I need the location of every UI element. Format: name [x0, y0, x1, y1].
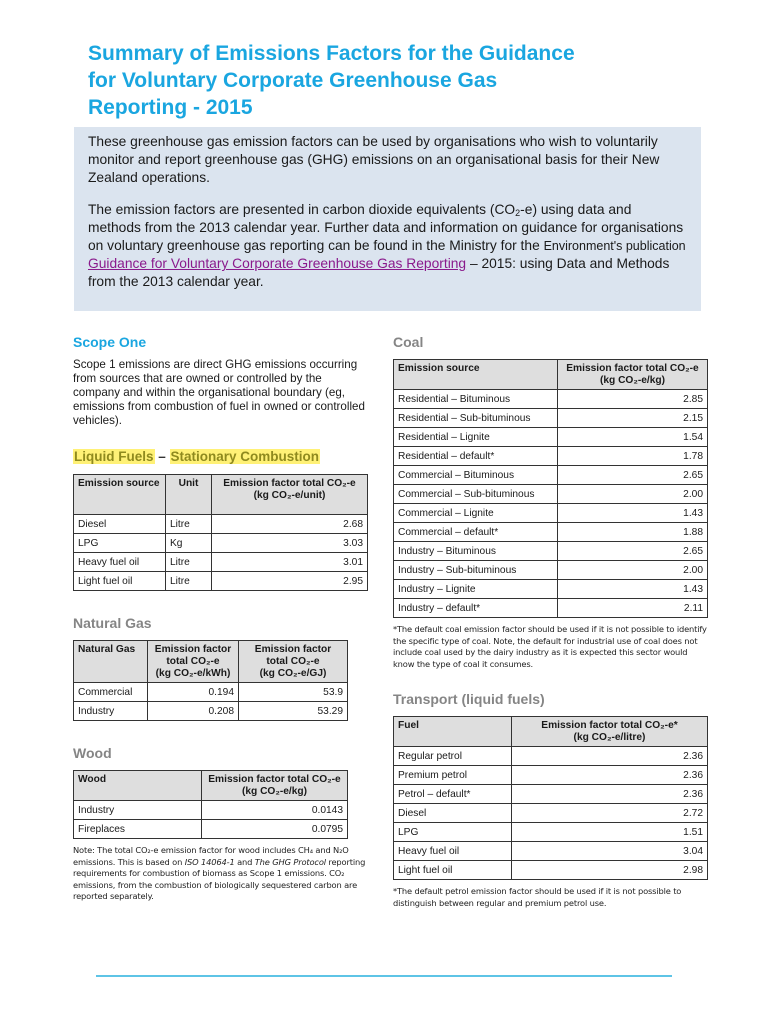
cell: Commercial – Sub-bituminous: [394, 485, 558, 504]
cell: Litre: [166, 553, 212, 572]
table-row: [394, 504, 708, 523]
column-header: Emission factor total CO₂-e (kg CO₂-e/unit): [212, 475, 368, 515]
cell: 2.36: [512, 766, 708, 785]
column-header: Emission factor total CO₂-e (kg CO₂-e/kg): [202, 771, 348, 801]
column-header: Wood: [74, 771, 202, 801]
table-row: [394, 804, 708, 823]
table-row: [394, 842, 708, 861]
cell: Commercial – Bituminous: [394, 466, 558, 485]
table-row: [394, 523, 708, 542]
cell: 2.11: [558, 599, 708, 618]
column-header: Unit: [166, 475, 212, 515]
cell: Petrol – default*: [394, 785, 512, 804]
page-title: [88, 40, 688, 121]
cell: Regular petrol: [394, 747, 512, 766]
column-header: Fuel: [394, 717, 512, 747]
cell: 2.72: [512, 804, 708, 823]
table-row: [394, 561, 708, 580]
cell: 53.29: [239, 702, 348, 721]
cell: 1.43: [558, 504, 708, 523]
table-row: [394, 485, 708, 504]
wood-heading: Wood: [73, 745, 112, 761]
cell: Diesel: [394, 804, 512, 823]
title-line-2: for Voluntary Corporate Greenhouse Gas: [88, 69, 498, 92]
cell: Premium petrol: [394, 766, 512, 785]
cell: Litre: [166, 572, 212, 591]
coal-heading: Coal: [393, 334, 424, 350]
right-column: [393, 333, 708, 909]
liquid-fuels-heading: [73, 448, 368, 466]
transport-note: *The default petrol emission factor should be used if it is not possible to distinguish between regular and premium petrol use.: [393, 886, 682, 908]
cell: LPG: [394, 823, 512, 842]
coal-note: *The default coal emission factor should be used if it is not possible to identify the specific type of coal. Note, the default for industrial use of coal does not include coal used by the dairy industry as it is expected this sector would know the type of coal it consumes.: [393, 624, 707, 669]
table-row: [74, 572, 368, 591]
column-header: Emission factor total CO₂-e (kg CO₂-e/kWh): [148, 641, 239, 683]
table-row: [74, 683, 348, 702]
cell: Residential – Lignite: [394, 428, 558, 447]
table-row: [74, 515, 368, 534]
intro-text: -e) using data and methods from the 2013 calendar year. Further data and information on guidance for organisations on voluntary greenhouse gas reporting can be found in the Ministry for the: [88, 202, 684, 253]
cell: 1.54: [558, 428, 708, 447]
cell: 0.0143: [202, 801, 348, 820]
separator: –: [154, 449, 170, 464]
cell: Light fuel oil: [394, 861, 512, 880]
table-row: [394, 428, 708, 447]
table-row: [394, 823, 708, 842]
scope-one-heading: Scope One: [73, 334, 147, 350]
cell: 2.15: [558, 409, 708, 428]
column-header: Natural Gas: [74, 641, 148, 683]
cell: 2.36: [512, 785, 708, 804]
column-header: Emission factor total CO₂-e* (kg CO₂-e/litre): [512, 717, 708, 747]
intro-text: The emission factors are presented in carbon dioxide equivalents (CO: [88, 202, 516, 217]
title-line-1: Summary of Emissions Factors for the Guidance: [88, 42, 575, 65]
cell: 53.9: [239, 683, 348, 702]
cell: 1.88: [558, 523, 708, 542]
intro-paragraph-1: These greenhouse gas emission factors can be used by organisations who wish to voluntarily monitor and report greenhouse gas (GHG) emissions on an organisational basis for their New Zealand operations.: [88, 134, 660, 185]
cell: 2.36: [512, 747, 708, 766]
cell: 2.98: [512, 861, 708, 880]
title-line-3: Reporting - 2015: [88, 96, 253, 119]
table-row: [74, 534, 368, 553]
transport-table: [393, 716, 708, 880]
table-row: [74, 801, 348, 820]
scope-one-description: Scope 1 emissions are direct GHG emissions occurring from sources that are owned or controlled by the company and within the organisational boundary (eg, emissions from combustion of fuel in owned or controlled vehicles).: [73, 358, 365, 427]
table-row: [394, 861, 708, 880]
cell: Residential – Sub-bituminous: [394, 409, 558, 428]
table-row: [394, 390, 708, 409]
cell: 0.0795: [202, 820, 348, 839]
cell: 3.03: [212, 534, 368, 553]
column-header: Emission source: [74, 475, 166, 515]
cell: Commercial: [74, 683, 148, 702]
cell: Commercial – Lignite: [394, 504, 558, 523]
cell: Diesel: [74, 515, 166, 534]
highlighted-text: Liquid Fuels: [74, 449, 154, 464]
table-row: [394, 466, 708, 485]
cell: 0.208: [148, 702, 239, 721]
cell: 1.43: [558, 580, 708, 599]
wood-note: Note: The total CO₂-e emission factor for wood includes CH₄ and N₂O emissions. This is based on ISO 14064-1 and The GHG Protocol reporting requirements for combustion of biomass as Scope 1 emissions. CO₂ emissions, from the combustion of biologically sequestered carbon are reported separately.: [73, 845, 366, 901]
table-row: [394, 580, 708, 599]
cell: LPG: [74, 534, 166, 553]
transport-heading: Transport (liquid fuels): [393, 691, 545, 707]
cell: 2.00: [558, 561, 708, 580]
intro-text: Environment's publication: [543, 239, 686, 253]
cell: 0.194: [148, 683, 239, 702]
table-row: [394, 447, 708, 466]
guidance-link[interactable]: Guidance for Voluntary Corporate Greenhouse Gas Reporting: [88, 256, 467, 271]
table-row: [394, 747, 708, 766]
liquid-fuels-table: [73, 474, 368, 591]
cell: Industry – default*: [394, 599, 558, 618]
cell: 2.95: [212, 572, 368, 591]
cell: 1.51: [512, 823, 708, 842]
intro-text: – 2015: using Data and Methods from the 2013 calendar year.: [88, 256, 670, 289]
cell: 2.65: [558, 542, 708, 561]
natural-gas-heading: Natural Gas: [73, 615, 152, 631]
coal-table: [393, 359, 708, 618]
table-row: [394, 409, 708, 428]
natural-gas-table: [73, 640, 348, 721]
footer-rule: [96, 975, 672, 977]
subscript: 2: [515, 208, 521, 218]
cell: Industry: [74, 801, 202, 820]
wood-table: [73, 770, 348, 839]
intro-paragraph-2: [88, 201, 687, 291]
table-row: [394, 599, 708, 618]
cell: Residential – default*: [394, 447, 558, 466]
cell: Industry: [74, 702, 148, 721]
intro-box: [74, 127, 701, 311]
cell: Heavy fuel oil: [394, 842, 512, 861]
cell: 2.68: [212, 515, 368, 534]
cell: 2.00: [558, 485, 708, 504]
table-row: [74, 702, 348, 721]
cell: 2.65: [558, 466, 708, 485]
cell: Industry – Bituminous: [394, 542, 558, 561]
cell: Light fuel oil: [74, 572, 166, 591]
table-row: [394, 785, 708, 804]
cell: Kg: [166, 534, 212, 553]
table-row: [394, 542, 708, 561]
cell: Commercial – default*: [394, 523, 558, 542]
left-column: [73, 333, 368, 903]
column-header: Emission factor total CO₂-e (kg CO₂-e/kg): [558, 360, 708, 390]
cell: 3.04: [512, 842, 708, 861]
cell: 3.01: [212, 553, 368, 572]
table-row: [74, 820, 348, 839]
table-row: [74, 553, 368, 572]
cell: Residential – Bituminous: [394, 390, 558, 409]
cell: Heavy fuel oil: [74, 553, 166, 572]
table-row: [394, 766, 708, 785]
cell: 1.78: [558, 447, 708, 466]
cell: Fireplaces: [74, 820, 202, 839]
column-header: Emission factor total CO₂-e (kg CO₂-e/GJ): [239, 641, 348, 683]
cell: Litre: [166, 515, 212, 534]
cell: 2.85: [558, 390, 708, 409]
cell: Industry – Lignite: [394, 580, 558, 599]
cell: Industry – Sub-bituminous: [394, 561, 558, 580]
column-header: Emission source: [394, 360, 558, 390]
highlighted-text: Stationary Combustion: [170, 449, 320, 464]
